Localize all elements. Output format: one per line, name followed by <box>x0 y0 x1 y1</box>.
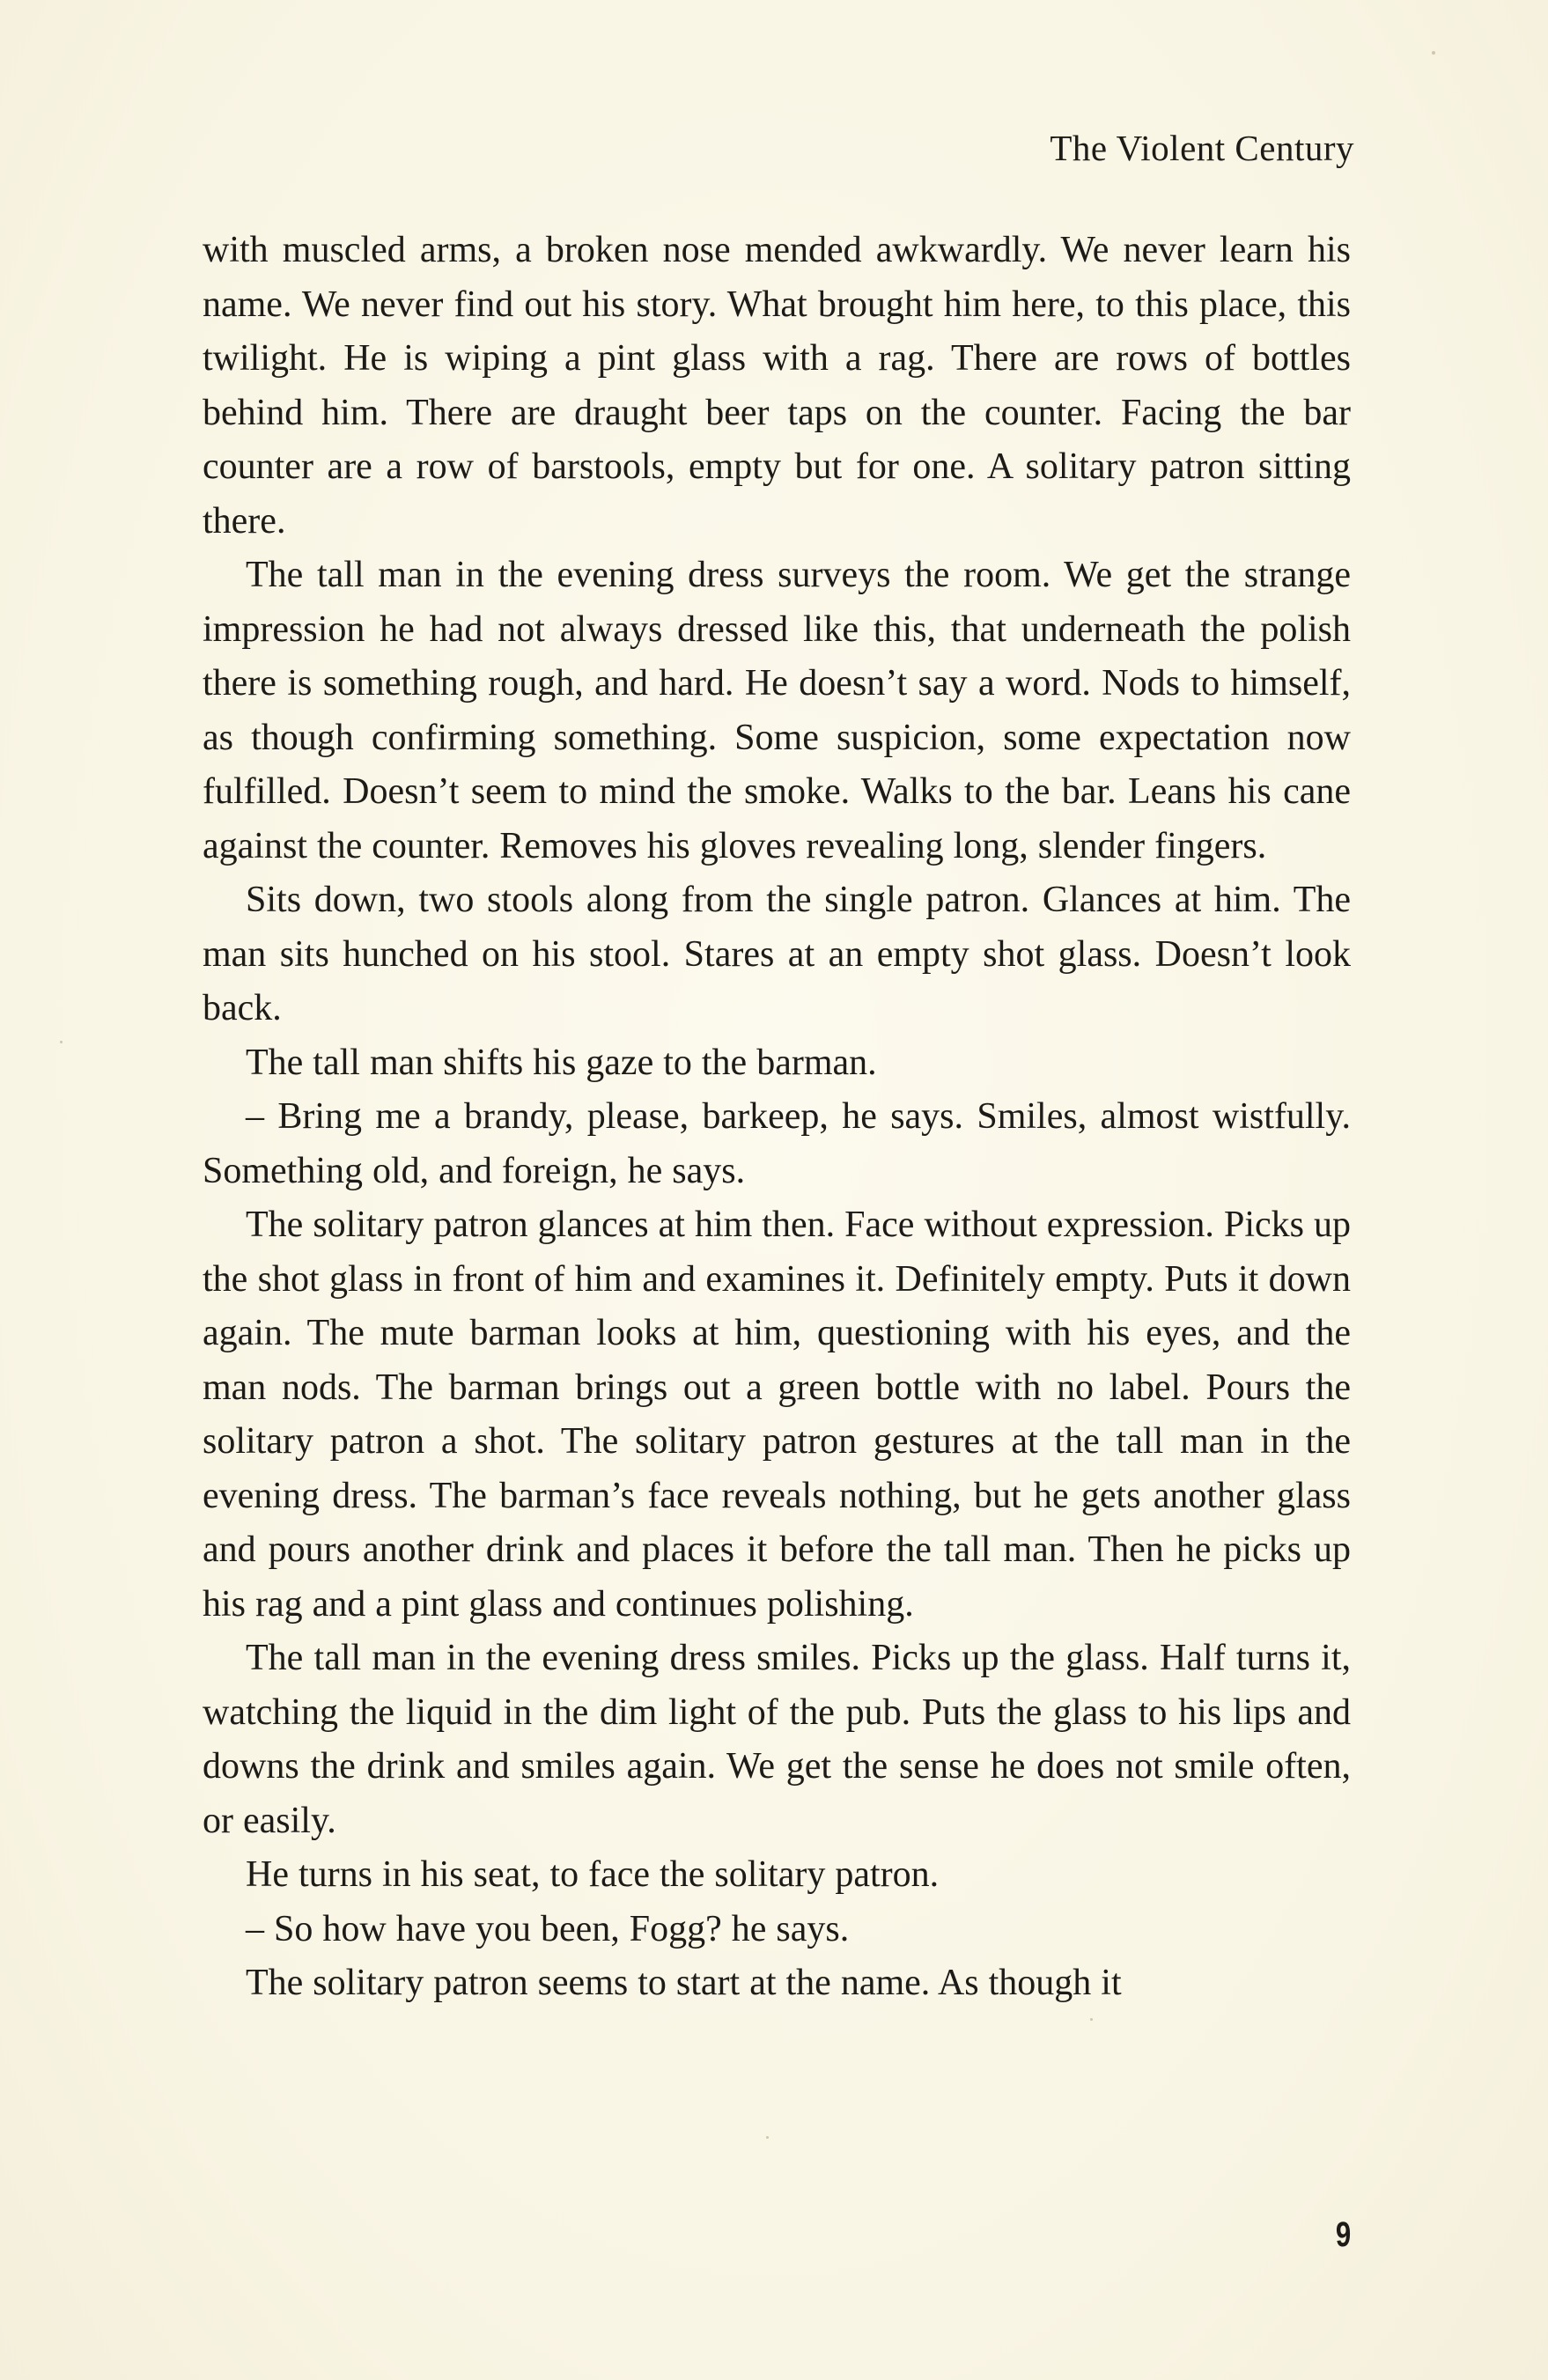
paragraph-9: – So how have you been, Fogg? he says. <box>246 1908 850 1949</box>
paragraph-3: Sits down, two stools along from the single patron. Glances at him. The man sits hunched on his stool. Stares at an empty shot glass. Doesn’t look back. <box>203 880 1351 1028</box>
running-head: The Violent Century <box>1050 128 1354 168</box>
paper-speck <box>1090 2018 1093 2021</box>
paragraph-4: The tall man shifts his gaze to the barman. <box>246 1042 877 1083</box>
paragraph-10: The solitary patron seems to start at the name. As though it <box>246 1963 1122 2003</box>
page-number: 9 <box>1335 2215 1351 2254</box>
paragraph-5: – Bring me a brandy, please, barkeep, he says. Smiles, almost wistfully. Something old, and foreign, he says. <box>203 1096 1351 1191</box>
paper-speck <box>60 1041 63 1043</box>
paper-speck <box>766 2136 769 2139</box>
paragraph-7: The tall man in the evening dress smiles. Picks up the glass. Half turns it, watching the liquid in the dim light of the pub. Puts the glass to his lips and downs the drink and smiles again. We get the sense he does not smile often, or easily. <box>203 1638 1351 1841</box>
paper-speck <box>1432 51 1435 55</box>
paragraph-8: He turns in his seat, to face the solitary patron. <box>246 1854 940 1895</box>
paragraph-6: The solitary patron glances at him then. Face without expression. Picks up the shot glass in front of him and examines it. Definitely empty. Puts it down again. The mute barman looks at him, questioning with his eyes, and the man nods. The barman brings out a green bottle with no label. Pours the solitary patron a shot. The solitary patron gestures at the tall man in the evening dress. The barman’s face reveals nothing, but he gets another glass and pours another drink and places it before the tall man. Then he picks up his rag and a pint glass and continues polishing. <box>203 1205 1351 1625</box>
body-text <box>203 224 1351 2011</box>
paragraph-1: with muscled arms, a broken nose mended awkwardly. We never learn his name. We never find out his story. What brought him here, to this place, this twilight. He is wiping a pint glass with a rag. There are rows of bottles behind him. There are draught beer taps on the counter. Facing the bar counter are a row of barstools, empty but for one. A solitary patron sitting there. <box>203 230 1351 542</box>
paragraph-2: The tall man in the evening dress surveys the room. We get the strange impression he had not always dressed like this, that underneath the polish there is something rough, and hard. He doesn’t say a word. Nods to himself, as though confirming something. Some suspicion, some expectation now fulfilled. Doesn’t seem to mind the smoke. Walks to the bar. Leans his cane against the counter. Removes his gloves revealing long, slender fingers. <box>203 555 1351 866</box>
